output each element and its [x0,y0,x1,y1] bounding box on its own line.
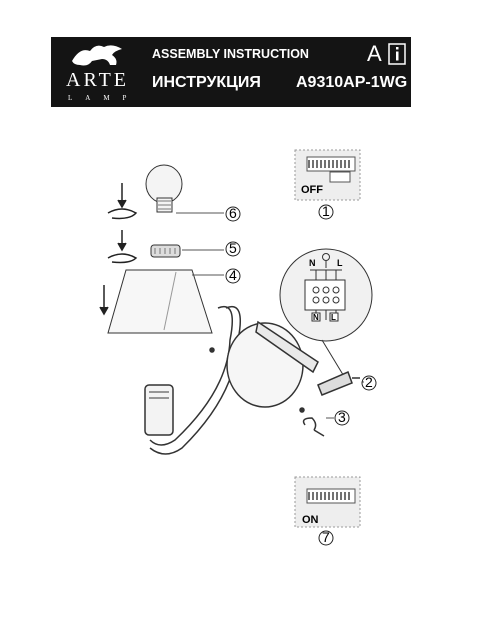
wiring-detail-circle [280,249,372,341]
step-5: 5 [229,240,237,256]
step-2: 2 [365,374,373,390]
step-7: 7 [322,529,330,545]
on-label: ON [302,514,319,526]
lamp-shade [108,270,212,333]
step-6: 6 [229,205,237,221]
title-russian: ИНСТРУКЦИЯ [152,74,261,91]
bulb [146,165,182,212]
title-english: ASSEMBLY INSTRUCTION [152,47,309,61]
wiring-neutral-label: N [309,258,316,268]
logo-wordmark: ARTE [66,69,130,91]
model-number: A9310AP-1WG [296,74,408,91]
wiring-neutral-bottom-label: N [313,313,319,322]
ring [151,245,180,257]
logo-subtitle: LAMP [68,94,140,102]
wiring-live-bottom-label: L [331,313,336,322]
step-1: 1 [322,203,330,219]
step-4: 4 [229,267,237,283]
off-label: OFF [301,184,323,196]
header-letter: A [367,41,382,66]
wiring-live-label: L [337,258,343,268]
step-3: 3 [338,409,346,425]
